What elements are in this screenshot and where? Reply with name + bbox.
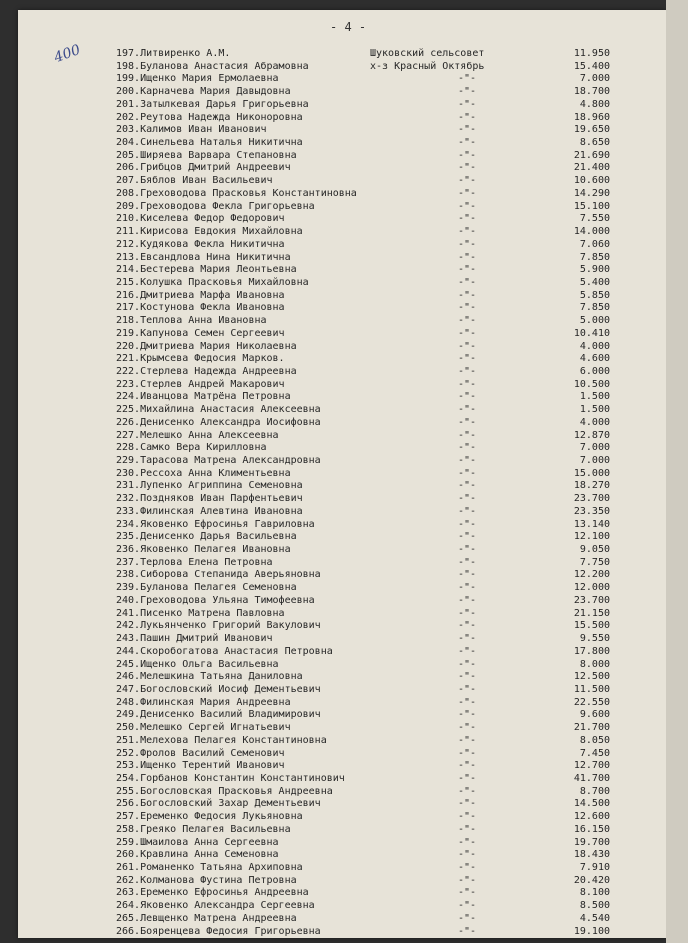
list-item: [18, 595, 666, 608]
list-item: [18, 430, 666, 443]
record-place: -"-: [458, 302, 477, 314]
record-place: -"-: [458, 594, 477, 606]
record-name: 228.Самко Вера Кирилловна: [116, 442, 267, 454]
record-value: 19.700: [573, 836, 610, 848]
record-place: -"-: [458, 874, 477, 886]
record-value: 8.500: [579, 900, 610, 912]
record-value: 4.540: [579, 912, 610, 924]
record-value: 15.100: [573, 200, 610, 212]
list-item: [18, 506, 666, 519]
record-name: 218.Теплова Анна Ивановна: [116, 315, 267, 327]
record-place: -"-: [458, 582, 477, 594]
record-place: -"-: [458, 556, 477, 568]
record-place: -"-: [458, 760, 477, 772]
record-name: 198.Буланова Анастасия Абрамовна: [116, 60, 309, 72]
record-value: 4.800: [579, 98, 610, 110]
record-name: 241.Писенко Матрена Павловна: [116, 607, 285, 619]
record-place: -"-: [458, 823, 477, 835]
record-value: 8.050: [579, 734, 610, 746]
record-value: 17.800: [573, 645, 610, 657]
record-name: 199.Ищенко Мария Ермолаевна: [116, 73, 279, 85]
record-value: 14.000: [573, 226, 610, 238]
list-item: [18, 302, 666, 315]
list-item: [18, 239, 666, 252]
record-name: 208.Греховодова Прасковья Константиновна: [116, 187, 357, 199]
record-name: 245.Ищенко Ольга Васильевна: [116, 658, 279, 670]
record-name: 240.Греховодова Ульяна Тимофеевна: [116, 594, 315, 606]
record-name: 210.Киселева Федор Федорович: [116, 213, 285, 225]
record-value: 19.650: [573, 124, 610, 136]
record-name: 223.Стерлев Андрей Макарович: [116, 378, 285, 390]
record-value: 7.000: [579, 442, 610, 454]
list-item: [18, 61, 666, 74]
list-item: [18, 633, 666, 646]
record-value: 7.060: [579, 238, 610, 250]
list-item: [18, 391, 666, 404]
record-place: -"-: [458, 404, 477, 416]
record-value: 13.140: [573, 518, 610, 530]
record-place: -"-: [458, 531, 477, 543]
record-value: 9.550: [579, 633, 610, 645]
record-place: -"-: [458, 175, 477, 187]
list-item: [18, 786, 666, 799]
record-place: -"-: [458, 378, 477, 390]
record-place: -"-: [458, 887, 477, 899]
list-item: [18, 468, 666, 481]
record-name: 234.Яковенко Ефросинья Гавриловна: [116, 518, 315, 530]
record-place: -"-: [458, 149, 477, 161]
record-value: 11.950: [573, 48, 610, 59]
list-item: [18, 926, 666, 939]
record-value: 12.500: [573, 671, 610, 683]
record-value: 7.850: [579, 251, 610, 263]
list-item: [18, 608, 666, 621]
record-place: -"-: [458, 365, 477, 377]
record-place: -"-: [458, 353, 477, 365]
record-name: 246.Мелешкина Татьяна Даниловна: [116, 671, 303, 683]
record-place: Шуковский сельсовет: [370, 48, 485, 59]
record-place: -"-: [458, 264, 477, 276]
record-name: 252.Фролов Василий Семенович: [116, 747, 285, 759]
list-item: [18, 569, 666, 582]
list-item: [18, 353, 666, 366]
list-item: [18, 811, 666, 824]
record-name: 216.Дмитриева Марфа Ивановна: [116, 289, 285, 301]
list-item: [18, 188, 666, 201]
list-item: [18, 480, 666, 493]
record-place: -"-: [458, 200, 477, 212]
record-place: -"-: [458, 607, 477, 619]
record-value: 12.700: [573, 760, 610, 772]
record-place: -"-: [458, 493, 477, 505]
record-value: 4.000: [579, 416, 610, 428]
record-value: 8.650: [579, 137, 610, 149]
record-name: 235.Денисенко Дарья Васильевна: [116, 531, 297, 543]
record-name: 232.Поздняков Иван Парфентьевич: [116, 493, 303, 505]
record-place: -"-: [458, 238, 477, 250]
record-place: -"-: [458, 747, 477, 759]
record-value: 23.350: [573, 505, 610, 517]
record-place: -"-: [458, 276, 477, 288]
record-value: 7.850: [579, 302, 610, 314]
record-place: -"-: [458, 836, 477, 848]
record-value: 5.400: [579, 276, 610, 288]
record-place: -"-: [458, 849, 477, 861]
record-name: 253.Ищенко Терентий Иванович: [116, 760, 285, 772]
record-value: 15.400: [573, 60, 610, 72]
record-name: 205.Ширяева Варвара Степановна: [116, 149, 297, 161]
record-place: х-з Красный Октябрь: [370, 60, 485, 72]
record-value: 22.550: [573, 696, 610, 708]
list-item: [18, 722, 666, 735]
record-name: 244.Скоробогатова Анастасия Петровна: [116, 645, 333, 657]
list-item: [18, 366, 666, 379]
record-place: -"-: [458, 671, 477, 683]
record-name: 249.Денисенко Василий Владимирович: [116, 709, 321, 721]
record-value: 18.270: [573, 480, 610, 492]
record-place: -"-: [458, 772, 477, 784]
record-value: 10.600: [573, 175, 610, 187]
list-item: [18, 290, 666, 303]
list-item: [18, 824, 666, 837]
list-item: [18, 277, 666, 290]
record-value: 21.150: [573, 607, 610, 619]
record-name: 264.Яковенко Александра Сергеевна: [116, 900, 315, 912]
record-place: -"-: [458, 683, 477, 695]
list-item: [18, 557, 666, 570]
record-name: 230.Рессоха Анна Климентьевна: [116, 467, 291, 479]
record-name: 237.Терлова Елена Петровна: [116, 556, 273, 568]
record-place: -"-: [458, 862, 477, 873]
record-place: -"-: [458, 722, 477, 734]
list-item: [18, 99, 666, 112]
record-value: 12.000: [573, 582, 610, 594]
list-item: [18, 544, 666, 557]
list-item: [18, 531, 666, 544]
list-item: [18, 124, 666, 137]
record-value: 16.150: [573, 823, 610, 835]
record-value: 10.410: [573, 327, 610, 339]
record-name: 254.Горбанов Константин Константинович: [116, 772, 345, 784]
list-item: [18, 671, 666, 684]
record-name: 203.Калимов Иван Иванович: [116, 124, 267, 136]
list-item: [18, 913, 666, 926]
record-value: 4.600: [579, 353, 610, 365]
page-number: - 4 -: [330, 20, 367, 34]
list-item: [18, 709, 666, 722]
record-place: -"-: [458, 505, 477, 517]
list-item: [18, 404, 666, 417]
record-name: 212.Кудякова Фекла Никитична: [116, 238, 285, 250]
record-value: 14.500: [573, 798, 610, 810]
list-item: [18, 697, 666, 710]
list-item: [18, 773, 666, 786]
record-value: 7.910: [579, 862, 610, 873]
record-place: -"-: [458, 925, 477, 937]
record-name: 229.Тарасова Матрена Александровна: [116, 455, 321, 466]
list-item: [18, 175, 666, 188]
record-name: 233.Филинская Алевтина Ивановна: [116, 505, 303, 517]
record-value: 20.420: [573, 874, 610, 886]
list-item: [18, 315, 666, 328]
record-name: 221.Крымсева Федосия Марков.: [116, 353, 285, 365]
record-name: 255.Богословская Прасковья Андреевна: [116, 785, 333, 797]
record-place: -"-: [458, 442, 477, 454]
record-place: -"-: [458, 340, 477, 352]
record-value: 7.450: [579, 747, 610, 759]
record-place: -"-: [458, 124, 477, 136]
record-value: 8.000: [579, 658, 610, 670]
record-name: 258.Греяко Пелагея Васильевна: [116, 823, 291, 835]
record-value: 18.430: [573, 849, 610, 861]
list-item: [18, 837, 666, 850]
record-name: 251.Мелехова Пелагея Константиновна: [116, 734, 327, 746]
record-place: -"-: [458, 327, 477, 339]
record-name: 213.Евсандлова Нина Никитична: [116, 251, 291, 263]
list-item: [18, 620, 666, 633]
list-item: [18, 73, 666, 86]
list-item: [18, 150, 666, 163]
record-value: 18.700: [573, 86, 610, 98]
record-value: 7.550: [579, 213, 610, 225]
record-place: -"-: [458, 467, 477, 479]
record-value: 41.700: [573, 772, 610, 784]
record-name: 248.Филинская Мария Андреевна: [116, 696, 291, 708]
record-place: -"-: [458, 811, 477, 823]
list-item: [18, 887, 666, 900]
record-place: -"-: [458, 213, 477, 225]
record-value: 12.870: [573, 429, 610, 441]
record-value: 7.750: [579, 556, 610, 568]
record-name: 217.Костунова Фекла Ивановна: [116, 302, 285, 314]
list-item: [18, 341, 666, 354]
record-name: 209.Греховодова Фекла Григорьевна: [116, 200, 315, 212]
record-name: 265.Левщенко Матрена Андреевна: [116, 912, 297, 924]
record-place: -"-: [458, 251, 477, 263]
list-item: [18, 112, 666, 125]
list-item: [18, 328, 666, 341]
record-value: 4.000: [579, 340, 610, 352]
record-name: 201.Затылкевая Дарья Григорьевна: [116, 98, 309, 110]
list-item: [18, 748, 666, 761]
record-value: 7.000: [579, 73, 610, 85]
record-name: 238.Сиборова Степанида Аверьяновна: [116, 569, 321, 581]
record-name: 260.Кравлина Анна Семеновна: [116, 849, 279, 861]
record-place: -"-: [458, 912, 477, 924]
record-name: 263.Еременко Ефросинья Андреевна: [116, 887, 309, 899]
list-item: [18, 760, 666, 773]
record-place: -"-: [458, 785, 477, 797]
record-place: -"-: [458, 633, 477, 645]
list-item: [18, 493, 666, 506]
list-item: [18, 582, 666, 595]
list-item: [18, 735, 666, 748]
record-value: 5.900: [579, 264, 610, 276]
record-name: 247.Богословский Иосиф Дементьевич: [116, 683, 321, 695]
record-place: -"-: [458, 658, 477, 670]
record-place: -"-: [458, 544, 477, 556]
handwritten-margin-note: 400: [52, 41, 83, 67]
record-place: -"-: [458, 73, 477, 85]
record-name: 227.Мелешко Анна Алексеевна: [116, 429, 279, 441]
list-item: [18, 659, 666, 672]
record-name: 202.Реутова Надежда Никоноровна: [116, 111, 303, 123]
record-name: 225.Михайлина Анастасия Алексеевна: [116, 404, 321, 416]
record-name: 261.Романенко Татьяна Архиповна: [116, 862, 303, 873]
record-place: -"-: [458, 696, 477, 708]
record-place: -"-: [458, 86, 477, 98]
record-name: 220.Дмитриева Мария Николаевна: [116, 340, 297, 352]
record-value: 21.700: [573, 722, 610, 734]
list-item: [18, 442, 666, 455]
document-page: [18, 10, 666, 938]
record-name: 219.Капунова Семен Сергеевич: [116, 327, 285, 339]
record-value: 8.700: [579, 785, 610, 797]
record-name: 197.Литвиренко А.М.: [116, 48, 231, 59]
record-place: -"-: [458, 315, 477, 327]
record-value: 23.700: [573, 493, 610, 505]
list-item: [18, 86, 666, 99]
record-value: 18.960: [573, 111, 610, 123]
record-place: -"-: [458, 709, 477, 721]
record-name: 250.Мелешко Сергей Игнатьевич: [116, 722, 291, 734]
record-name: 206.Грибцов Дмитрий Андреевич: [116, 162, 291, 174]
record-value: 6.000: [579, 365, 610, 377]
record-value: 23.700: [573, 594, 610, 606]
record-value: 8.100: [579, 887, 610, 899]
list-item: [18, 519, 666, 532]
record-value: 7.000: [579, 455, 610, 466]
record-name: 259.Шмаилова Анна Сергеевна: [116, 836, 279, 848]
record-value: 11.500: [573, 683, 610, 695]
adjacent-page-edge: [666, 0, 688, 943]
list-item: [18, 213, 666, 226]
record-place: -"-: [458, 734, 477, 746]
list-item: [18, 798, 666, 811]
record-place: -"-: [458, 137, 477, 149]
record-place: -"-: [458, 429, 477, 441]
record-place: -"-: [458, 518, 477, 530]
record-value: 10.500: [573, 378, 610, 390]
record-name: 211.Кирисова Евдокия Михайловна: [116, 226, 303, 238]
record-name: 257.Еременко Федосия Лукьяновна: [116, 811, 303, 823]
record-name: 242.Лукьянченко Григорий Вакулович: [116, 620, 321, 632]
record-name: 266.Бояренцева Федосия Григорьевна: [116, 925, 321, 937]
record-value: 5.850: [579, 289, 610, 301]
record-list: [18, 48, 666, 938]
record-value: 21.690: [573, 149, 610, 161]
record-place: -"-: [458, 162, 477, 174]
list-item: [18, 862, 666, 875]
record-place: -"-: [458, 620, 477, 632]
list-item: [18, 684, 666, 697]
record-place: -"-: [458, 798, 477, 810]
record-name: 207.Бяблов Иван Васильевич: [116, 175, 273, 187]
list-item: [18, 252, 666, 265]
record-value: 15.500: [573, 620, 610, 632]
list-item: [18, 900, 666, 913]
list-item: [18, 455, 666, 468]
record-value: 1.500: [579, 391, 610, 403]
record-place: -"-: [458, 645, 477, 657]
record-value: 9.600: [579, 709, 610, 721]
record-name: 239.Буланова Пелагея Семеновна: [116, 582, 297, 594]
record-name: 222.Стерлева Надежда Андреевна: [116, 365, 297, 377]
record-name: 215.Колушка Прасковья Михайловна: [116, 276, 309, 288]
list-item: [18, 226, 666, 239]
record-name: 200.Карначева Мария Давыдовна: [116, 86, 291, 98]
record-value: 12.200: [573, 569, 610, 581]
record-value: 19.100: [573, 925, 610, 937]
record-value: 1.500: [579, 404, 610, 416]
record-name: 243.Пашин Дмитрий Иванович: [116, 633, 273, 645]
list-item: [18, 417, 666, 430]
list-item: [18, 201, 666, 214]
list-item: [18, 48, 666, 61]
list-item: [18, 264, 666, 277]
record-place: -"-: [458, 416, 477, 428]
record-value: 15.000: [573, 467, 610, 479]
list-item: [18, 137, 666, 150]
record-value: 21.400: [573, 162, 610, 174]
record-name: 226.Денисенко Александра Иосифовна: [116, 416, 321, 428]
record-name: 224.Иванцова Матрёна Петровна: [116, 391, 291, 403]
list-item: [18, 646, 666, 659]
list-item: [18, 379, 666, 392]
record-name: 204.Синельева Наталья Никитична: [116, 137, 303, 149]
record-value: 12.600: [573, 811, 610, 823]
record-place: -"-: [458, 480, 477, 492]
record-value: 12.100: [573, 531, 610, 543]
record-place: -"-: [458, 455, 477, 466]
record-place: -"-: [458, 226, 477, 238]
record-place: -"-: [458, 569, 477, 581]
record-value: 9.050: [579, 544, 610, 556]
record-place: -"-: [458, 111, 477, 123]
record-name: 214.Бестерева Мария Леонтьевна: [116, 264, 297, 276]
record-name: 262.Колманова Фустина Петровна: [116, 874, 297, 886]
record-value: 14.290: [573, 187, 610, 199]
record-name: 236.Яковенко Пелагея Ивановна: [116, 544, 291, 556]
record-place: -"-: [458, 289, 477, 301]
record-place: -"-: [458, 187, 477, 199]
record-name: 231.Лупенко Агриппина Семеновна: [116, 480, 303, 492]
list-item: [18, 875, 666, 888]
list-item: [18, 849, 666, 862]
record-value: 5.000: [579, 315, 610, 327]
record-place: -"-: [458, 900, 477, 912]
record-place: -"-: [458, 98, 477, 110]
list-item: [18, 162, 666, 175]
record-name: 256.Богословский Захар Дементьевич: [116, 798, 321, 810]
record-place: -"-: [458, 391, 477, 403]
